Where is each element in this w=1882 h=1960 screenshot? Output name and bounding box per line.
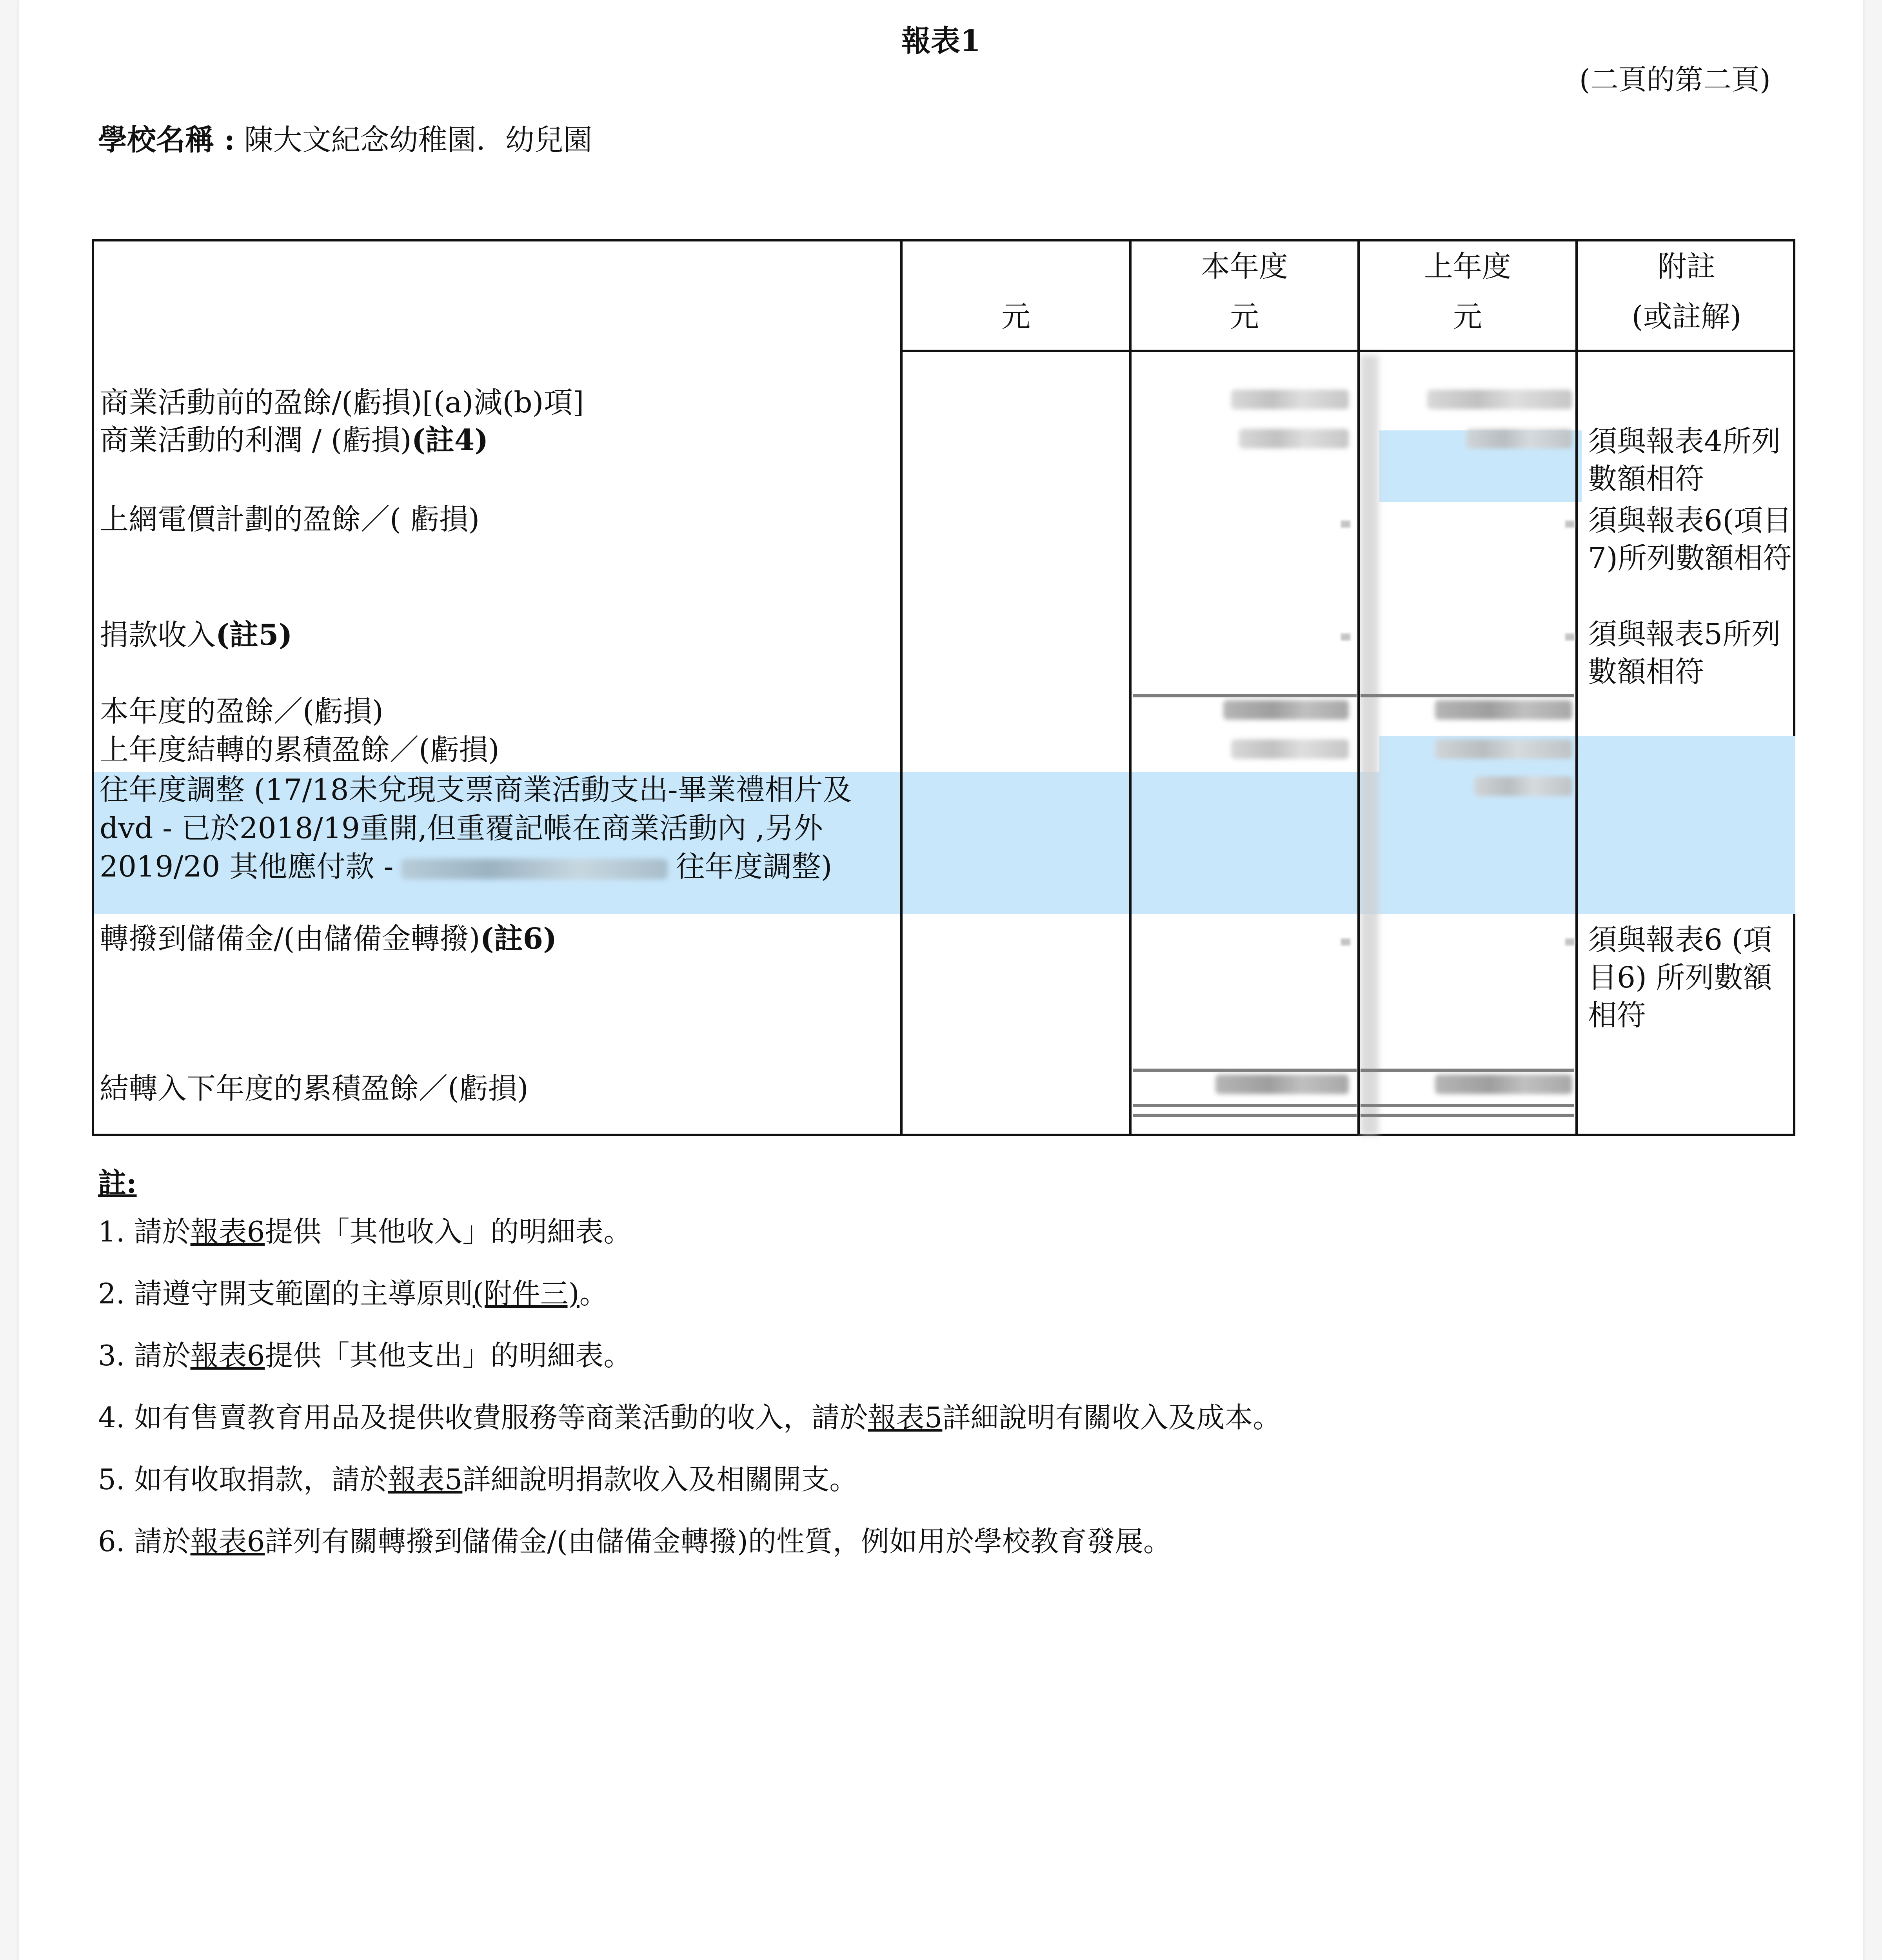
header-prior-year	[1360, 241, 1575, 352]
note-6	[98, 1522, 1281, 1584]
amount-prior-9	[1435, 1074, 1572, 1094]
note-2-text: 2. 請遵守開支範圍的主導原則	[98, 1277, 473, 1310]
surplus-table	[92, 239, 1795, 1136]
note-1	[98, 1212, 1281, 1274]
report-title: 報表1	[901, 24, 981, 58]
note-3-text-end: 提供「其他支出」的明細表。	[265, 1339, 632, 1372]
row-current-year-surplus: 本年度的盈餘／(虧損)	[100, 695, 383, 728]
header-remarks	[1578, 241, 1795, 352]
amount-current-9	[1215, 1074, 1349, 1094]
row-prior-adjustment-line3-end: 往年度調整)	[676, 850, 832, 884]
row-commercial-profit	[100, 421, 488, 459]
row-prior-adjustment	[100, 771, 852, 886]
row-donation-income-label: 捐款收入	[100, 618, 216, 652]
note-2-text-end: 。	[579, 1277, 608, 1310]
note-3	[98, 1336, 1281, 1398]
amount-prior-2	[1466, 429, 1572, 448]
note-6-text: 6. 請於	[98, 1525, 191, 1558]
row-commercial-profit-label: 商業活動的利潤 / (虧損)	[100, 423, 412, 457]
remark-feed-in-tariff: 須與報表6(項目7)所列數額相符	[1588, 504, 1792, 575]
note-2	[98, 1274, 1281, 1336]
row-carried-forward: 結轉入下年度的累積盈餘／(虧損)	[100, 1072, 529, 1105]
header-unit	[903, 241, 1129, 402]
report-page	[19, 0, 1863, 1960]
row-commercial-profit-note: (註4)	[411, 423, 489, 457]
school-name-line	[98, 117, 592, 158]
note-4-text: 4. 如有售賣教育用品及提供收費服務等商業活動的收入，請於	[98, 1401, 868, 1434]
amount-current-5	[1223, 700, 1349, 720]
note-5-text: 5. 如有收取捐款，請於	[98, 1463, 388, 1496]
header-prior-year-label: 上年度	[1424, 250, 1511, 283]
amount-current-2	[1239, 429, 1349, 448]
amount-prior-5	[1435, 700, 1572, 720]
row-transfer-reserve	[100, 920, 557, 958]
school-label: 學校名稱 :	[98, 123, 235, 157]
note-2-link[interactable]: (附件三)	[472, 1277, 579, 1310]
row-transfer-reserve-note: (註6)	[480, 922, 557, 956]
header-remarks-sub: (或註解)	[1631, 300, 1742, 334]
note-4	[98, 1398, 1281, 1460]
note-3-text: 3. 請於	[98, 1339, 191, 1372]
row-prior-adjustment-line1: 往年度調整 (17/18未兌現支票商業活動支出-畢業禮相片及	[100, 773, 852, 807]
header-unit-label: 元	[1001, 300, 1030, 334]
row-prior-adjustment-line3-start: 2019/20 其他應付款 -	[100, 850, 394, 884]
amount-prior-1	[1427, 390, 1572, 409]
header-prior-year-unit: 元	[1453, 300, 1482, 334]
header-current-year-label: 本年度	[1201, 250, 1288, 283]
row-donation-income	[100, 616, 292, 654]
remark-reserve: 須與報表6 (項目6) 所列數額相符	[1588, 923, 1772, 1032]
notes-heading: 註:	[98, 1166, 137, 1200]
note-5	[98, 1460, 1281, 1522]
row-feed-in-tariff: 上網電價計劃的盈餘／( 虧損)	[100, 503, 480, 536]
row-donation-income-note: (註5)	[216, 618, 292, 652]
note-6-link[interactable]: 報表6	[190, 1525, 265, 1558]
note-5-text-end: 詳細說明捐款收入及相關開支。	[462, 1463, 858, 1496]
note-1-text: 1. 請於	[98, 1215, 191, 1248]
remark-donation: 須與報表5所列數額相符	[1588, 617, 1781, 689]
header-remarks-label: 附註	[1657, 250, 1716, 283]
amount-current-6	[1231, 739, 1349, 759]
note-6-text-end: 詳列有關轉撥到儲備金/(由儲備金轉撥)的性質，例如用於學校教育發展。	[265, 1525, 1172, 1558]
note-5-link[interactable]: 報表5	[388, 1463, 463, 1496]
note-3-link[interactable]: 報表6	[190, 1339, 265, 1372]
row-prior-adjustment-line3	[100, 848, 852, 886]
redacted-text	[401, 859, 668, 879]
remark-commercial: 須與報表4所列數額相符	[1588, 425, 1781, 496]
row-prior-adjustment-line2: dvd - 已於2018/19重開,但重覆記帳在商業活動內 ,另外	[100, 811, 823, 845]
note-4-text-end: 詳細說明有關收入及成本。	[942, 1401, 1281, 1434]
note-4-link[interactable]: 報表5	[868, 1401, 943, 1434]
amount-current-1	[1231, 390, 1349, 409]
note-1-text-end: 提供「其他收入」的明細表。	[265, 1215, 632, 1248]
notes-section	[98, 1160, 1281, 1584]
page-indicator: (二頁的第二頁)	[1579, 63, 1771, 96]
row-transfer-reserve-label: 轉撥到儲備金/(由儲備金轉撥)	[100, 922, 480, 956]
school-name: 陳大文紀念幼稚園．幼兒園	[244, 123, 592, 157]
amount-prior-6	[1435, 739, 1572, 759]
note-1-link[interactable]: 報表6	[190, 1215, 265, 1248]
header-current-year-unit: 元	[1230, 300, 1259, 334]
row-surplus-before-commercial: 商業活動前的盈餘/(虧損)[(a)減(b)項]	[100, 386, 584, 419]
row-brought-forward: 上年度結轉的累積盈餘／(虧損)	[100, 733, 500, 767]
header-current-year	[1132, 241, 1357, 352]
amount-prior-7	[1474, 777, 1572, 796]
